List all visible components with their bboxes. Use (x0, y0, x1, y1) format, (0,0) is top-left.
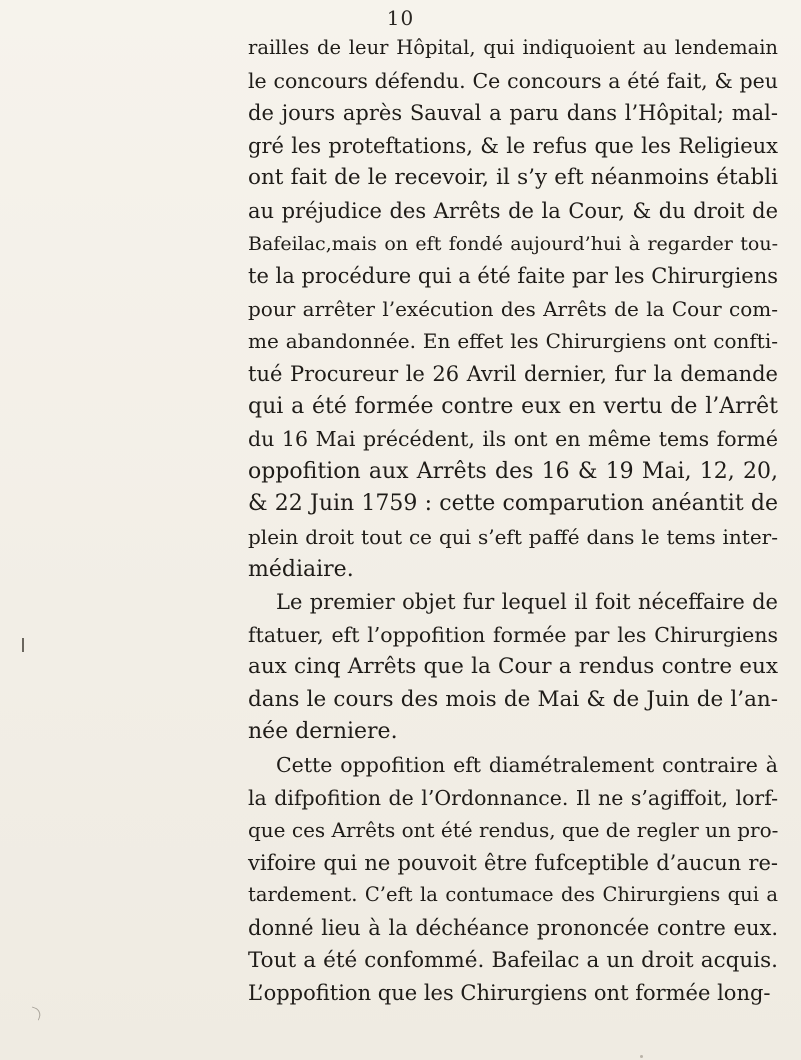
corner-mark (28, 1006, 42, 1020)
text-line: vifoire qui ne pouvoit être fufceptible d’aucun re- (248, 850, 778, 875)
ink-spot (640, 1055, 643, 1058)
text-line: te la procédure qui a été faite par les Chirurgiens (248, 264, 779, 289)
text-line: L’oppofition que les Chirurgiens ont formée long- (248, 981, 771, 1006)
text-line: gré les proteftations, & le refus que les Religieux (248, 133, 778, 158)
text-line: Bafeilac,mais on eft fondé aujourd’hui à regarder tou- (248, 232, 778, 255)
paragraph-start-line: Le premier objet fur lequel il foit néceffaire de (276, 590, 778, 615)
paragraph-end-line: née derniere. (248, 719, 398, 745)
text-line: qui a été formée contre eux en vertu de l’Arrêt (248, 393, 778, 419)
text-line: que ces Arrêts ont été rendus, que de regler un pro- (248, 818, 779, 843)
text-line: la difpofition de l’Ordonnance. Il ne s’agiffoit, lorf- (248, 785, 778, 810)
text-line: oppofition aux Arrêts des 16 & 19 Mai, 12, 20, (248, 458, 778, 484)
page-number: 10 (386, 6, 415, 30)
text-line: plein droit tout ce qui s’eft paffé dans le tems inter- (248, 524, 778, 549)
text-line: donné lieu à la déchéance prononcée contre eux. (248, 916, 778, 941)
text-line: pour arrêter l’exécution des Arrêts de la Cour com- (248, 296, 778, 321)
text-line: au préjudice des Arrêts de la Cour, & du droit de (248, 198, 778, 223)
text-line: Tout a été confommé. Bafeilac a un droit acquis. (248, 947, 778, 973)
text-line: me abandonnée. En effet les Chirurgiens ont confti- (248, 329, 778, 354)
text-line: tardement. C’eft la contumace des Chirurgiens qui a (248, 883, 778, 907)
body-text (248, 32, 778, 1010)
text-line: le concours défendu. Ce concours a été fait, & peu (248, 68, 778, 93)
paragraph-start-line: Cette oppofition eft diamétralement contraire à (276, 753, 778, 778)
text-line: de jours après Sauval a paru dans l’Hôpital; mal- (248, 101, 778, 126)
text-line: dans le cours des mois de Mai & de Juin de l’an- (248, 686, 778, 712)
text-line: ftatuer, eft l’oppofition formée par les Chirurgiens (248, 622, 778, 647)
paragraph-end-line: médiaire. (248, 556, 354, 582)
text-line: & 22 Juin 1759 : cette comparution anéantit de (248, 491, 778, 517)
text-line: tué Procureur le 26 Avril dernier, fur la demande (248, 361, 778, 386)
margin-mark (22, 638, 24, 652)
text-line: railles de leur Hôpital, qui indiquoient au lendemain (248, 36, 778, 59)
text-line: du 16 Mai précédent, ils ont en même tems formé (248, 427, 778, 452)
text-line: aux cinq Arrêts que la Cour a rendus contre eux (248, 654, 778, 680)
text-line: ont fait de le recevoir, il s’y eft néanmoins établi (248, 165, 778, 191)
